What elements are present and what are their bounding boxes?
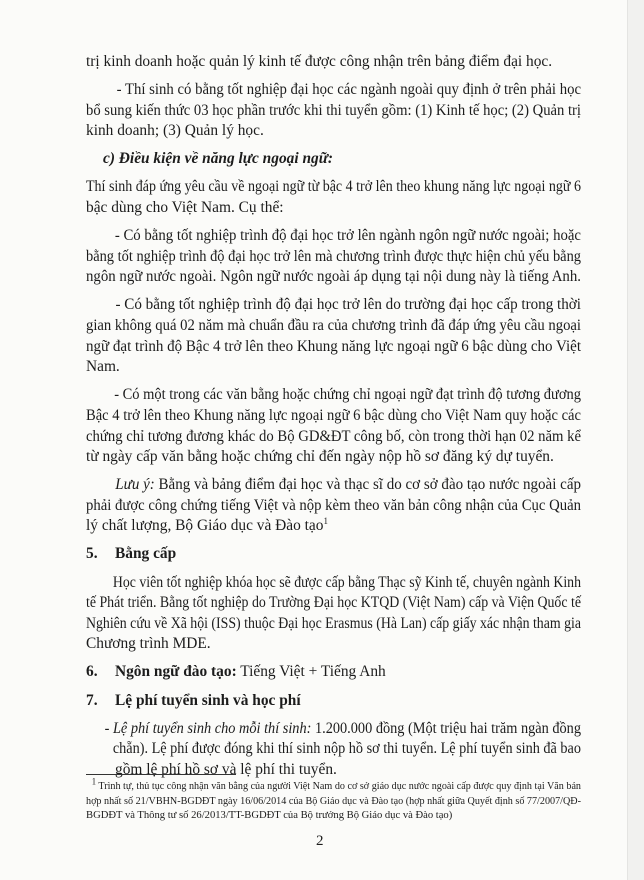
text-line: bậc dùng cho Việt Nam. Cụ thể:	[86, 199, 284, 217]
text-line: chứng chỉ tương đương khác do Bộ GD&ĐT công bố, còn trong thời hạn 02 năm kể	[86, 427, 581, 445]
section-number: 7.	[86, 691, 98, 709]
text-line: từ ngày cấp văn bằng hoặc chứng chỉ đến ngày nộp hồ sơ đăng ký dự tuyển.	[86, 448, 554, 466]
text-line	[86, 475, 581, 496]
paragraph	[86, 385, 581, 467]
paragraph	[86, 719, 581, 781]
text-line: - Có bằng tốt nghiệp trình độ đại học trở lên ngành ngôn ngữ nước ngoài; hoặc	[114, 227, 581, 245]
footnote-text: Trình tự, thủ tục công nhận văn bằng của người Việt Nam do cơ sở giáo dục nước ngoài cấp được quy định tại Văn bản	[96, 781, 581, 792]
section-heading: Lệ phí tuyển sinh và học phí	[115, 691, 301, 709]
text-line: bổ sung kiến thức 03 học phần trước khi thi tuyển gồm: (1) Kinh tế học; (2) Quản trị	[86, 101, 581, 119]
section-heading: c) Điều kiện về năng lực ngoại ngữ:	[103, 150, 334, 168]
footnote-divider	[86, 774, 236, 775]
text-line: chẵn). Lệ phí được đóng khi thí sinh nộp hồ sơ thi tuyển. Lệ phí tuyển sinh đã bao	[112, 740, 582, 758]
text-line: - Có một trong các văn bằng hoặc chứng chỉ ngoại ngữ đạt trình độ tương đương	[114, 386, 582, 404]
text-line	[86, 516, 581, 537]
paragraph	[86, 662, 581, 683]
text-line: Nam.	[86, 358, 120, 376]
text-line: ngôn ngữ nước ngoài. Ngôn ngữ nước ngoài áp dụng tại nội dung này là tiếng Anh.	[86, 268, 581, 286]
text-line: ngữ đạt trình độ Bậc 4 trở lên theo Khung năng lực ngoại ngữ 6 bậc dùng cho Việt	[86, 337, 581, 355]
section-heading: Ngôn ngữ đào tạo:	[115, 663, 237, 681]
footnote-line: BGDĐT và Thông tư số 26/2013/TT-BGDĐT của Bộ trưởng Bộ Giáo dục và Đào tạo)	[86, 810, 453, 821]
text-segment: Bằng và bảng điểm đại học và thạc sĩ do cơ sở đào tạo nước ngoài cấp	[154, 476, 581, 494]
paragraph	[86, 295, 581, 377]
text-line	[86, 662, 581, 683]
text-segment: 1.200.000 đồng (Một triệu hai trăm ngàn đồng	[311, 719, 581, 737]
paragraph	[86, 52, 581, 73]
text-line	[86, 149, 581, 170]
footnote	[86, 776, 581, 824]
text-line: Nghiên cứu về Xã hội (ISS) thuộc Đại học Erasmus (Hà Lan) cấp giấy xác nhận tham gia	[86, 614, 581, 632]
paragraph	[86, 226, 581, 288]
text-line: bằng tốt nghiệp trình độ đại học trở lên mà chương trình được thực hiện chủ yếu bằng	[86, 247, 581, 265]
paragraph	[86, 691, 581, 712]
text-segment: lý chất lượng, Bộ Giáo dục và Đào tạo	[86, 517, 324, 535]
document-body	[86, 52, 581, 788]
footnote-marker: 1	[91, 776, 97, 787]
text-line: Học viên tốt nghiệp khóa học sẽ được cấp bằng Thạc sỹ Kinh tế, chuyên ngành Kinh	[112, 573, 581, 591]
paragraph	[86, 177, 581, 218]
paragraph	[86, 475, 581, 537]
footnote-ref: 1	[323, 516, 328, 527]
paragraph	[86, 544, 581, 565]
paragraph	[86, 80, 581, 142]
paragraph	[86, 149, 581, 170]
text-line: Thí sinh đáp ứng yêu cầu về ngoại ngữ từ bậc 4 trở lên theo khung năng lực ngoại ngữ 6	[86, 178, 581, 196]
text-line	[86, 691, 581, 712]
text-line: gồm lệ phí hồ sơ và lệ phí thi tuyển.	[115, 760, 337, 778]
page-number: 2	[316, 833, 324, 849]
text-segment: Tiếng Việt + Tiếng Anh	[236, 663, 386, 681]
text-line: kinh doanh; (3) Quản lý học.	[86, 122, 264, 140]
section-number: 5.	[86, 545, 98, 563]
section-heading: Bằng cấp	[115, 545, 177, 563]
text-segment: Lệ phí tuyển sinh cho mỗi thí sinh:	[112, 719, 312, 737]
text-line	[86, 719, 581, 740]
text-segment: -	[104, 719, 113, 737]
text-segment: Lưu ý:	[115, 476, 155, 494]
text-line: tế Phát triển. Bằng tốt nghiệp do Trường Đại học KTQD (Việt Nam) cấp và Viện Quốc tế	[86, 594, 581, 612]
text-line: - Thí sinh có bằng tốt nghiệp đại học các ngành ngoài quy định ở trên phải học	[116, 81, 581, 99]
text-line	[86, 544, 581, 565]
section-number: 6.	[86, 663, 98, 681]
text-line: Chương trình MDE.	[86, 635, 211, 653]
text-line: phải được công chứng tiếng Việt và nộp kèm theo văn bản công nhận của Cục Quản	[86, 496, 581, 514]
footnote-line: hợp nhất số 21/VBHN-BGDĐT ngày 16/06/2014 của Bộ Giáo dục và Đào tạo (hợp nhất giữa Quyết định số 77/2007/QĐ-	[86, 795, 581, 807]
scan-edge	[627, 0, 644, 880]
footnote-line	[86, 776, 581, 795]
text-line: trị kinh doanh hoặc quản lý kinh tế được công nhận trên bảng điểm đại học.	[86, 53, 553, 70]
text-line: gian không quá 02 năm mà chuẩn đầu ra của chương trình đã đáp ứng yêu cầu ngoại	[86, 317, 581, 335]
text-line: Bậc 4 trở lên theo Khung năng lực ngoại ngữ 6 bậc dùng cho Việt Nam quy hoặc các	[86, 406, 581, 424]
text-line: - Có bằng tốt nghiệp trình độ đại học trở lên do trường đại học cấp trong thời	[115, 296, 581, 314]
paragraph	[86, 573, 581, 655]
